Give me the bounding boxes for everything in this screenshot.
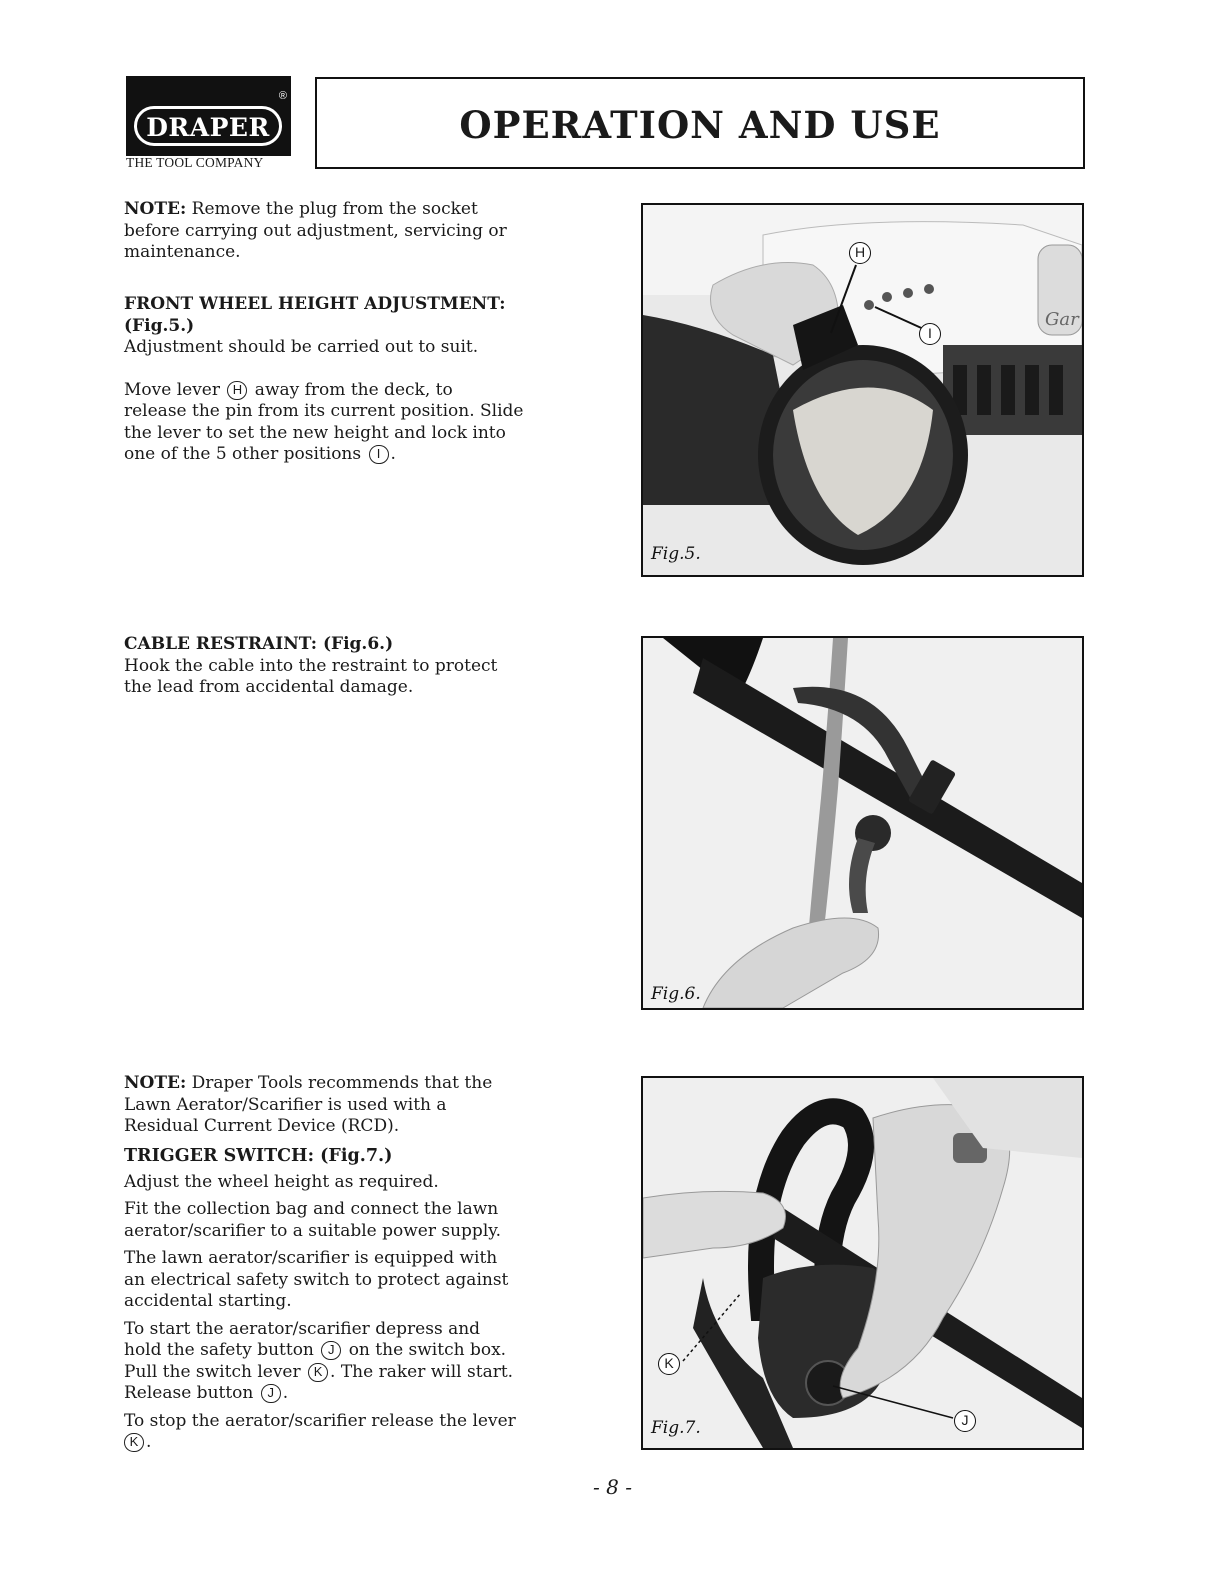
note-text: maintenance. — [124, 242, 241, 262]
logo-wordmark: DRAPER — [146, 113, 270, 142]
callout-j-ref: J — [321, 1341, 341, 1360]
note-text: Draper Tools recommends that the — [186, 1073, 493, 1093]
figure-5-photo — [641, 203, 1084, 577]
body-text: To stop the aerator/scarifier release the lever — [124, 1410, 516, 1431]
body-text: the lead from accidental damage. — [124, 677, 414, 697]
trigger-switch-illustration — [643, 1078, 1082, 1448]
body-text: away from the deck, to — [249, 379, 453, 400]
note-section — [124, 199, 594, 264]
note-text: before carrying out adjustment, servicing or — [124, 220, 507, 241]
body-text: Hook the cable into the restraint to protect — [124, 655, 498, 676]
body-text: . — [146, 1432, 152, 1452]
body-text: Fit the collection bag and connect the lawn — [124, 1199, 499, 1219]
note-label: NOTE: — [124, 199, 187, 219]
body-text: the lever to set the new height and lock into — [124, 422, 506, 443]
figure-6-photo — [641, 636, 1084, 1010]
body-text: Move lever — [124, 379, 226, 400]
body-text: one of the 5 other positions — [124, 444, 367, 464]
body-text: . — [390, 444, 396, 464]
cable-restraint-illustration — [643, 638, 1082, 1008]
figure-caption: Fig.6. — [651, 984, 701, 1004]
callout-h-ref: H — [227, 381, 247, 400]
cable-section — [124, 634, 594, 699]
page-title: OPERATION AND USE — [459, 103, 941, 147]
body-text: Adjustment should be carried out to suit. — [124, 337, 479, 357]
body-text: . — [282, 1383, 289, 1403]
figure-caption: Fig.5. — [651, 544, 701, 564]
front-wheel-section — [124, 294, 594, 466]
photo-brand-text: Gar — [1045, 309, 1079, 330]
logo-oval — [134, 106, 282, 146]
figure-caption: Fig.7. — [651, 1418, 701, 1438]
body-text: release the pin from its current position. Slide — [124, 401, 524, 421]
body-text: . The raker will start. — [330, 1361, 514, 1382]
callout-i-ref: I — [369, 445, 389, 464]
section-heading: FRONT WHEEL HEIGHT ADJUSTMENT: — [124, 294, 506, 314]
body-text: an electrical safety switch to protect against — [124, 1269, 509, 1290]
registered-mark: ® — [278, 90, 287, 102]
section-heading: TRIGGER SWITCH: (Fig.7.) — [124, 1146, 393, 1166]
callout-h: H — [849, 242, 871, 264]
logo-tagline: THE TOOL COMPANY — [126, 155, 264, 170]
body-text: Pull the switch lever — [124, 1361, 307, 1382]
callout-j-ref: J — [261, 1384, 281, 1403]
note-text: Lawn Aerator/Scarifier is used with a — [124, 1094, 447, 1115]
trigger-section — [124, 1146, 594, 1454]
body-text: The lawn aerator/scarifier is equipped with — [124, 1248, 498, 1268]
callout-k-ref: K — [308, 1363, 328, 1382]
note-section — [124, 1073, 594, 1138]
section-heading: CABLE RESTRAINT: (Fig.6.) — [124, 634, 394, 654]
callout-i: I — [919, 323, 941, 345]
draper-logo — [126, 76, 291, 156]
callout-k-ref: K — [124, 1433, 144, 1452]
note-label: NOTE: — [124, 1073, 187, 1093]
body-text: aerator/scarifier to a suitable power supply. — [124, 1220, 502, 1241]
page-number: - 8 - — [593, 1475, 632, 1499]
body-text: on the switch box. — [343, 1340, 507, 1360]
figure-7-photo — [641, 1076, 1084, 1450]
body-text: To start the aerator/scarifier depress and — [124, 1318, 481, 1339]
callout-k: K — [658, 1353, 680, 1375]
callout-j: J — [954, 1410, 976, 1432]
note-text: Remove the plug from the socket — [186, 199, 478, 219]
body-text: accidental starting. — [124, 1291, 292, 1311]
note-text: Residual Current Device (RCD). — [124, 1116, 400, 1136]
body-text: Adjust the wheel height as required. — [124, 1171, 439, 1192]
body-text: Release button — [124, 1383, 259, 1403]
body-text: hold the safety button — [124, 1340, 320, 1360]
figure-reference: (Fig.5.) — [124, 315, 195, 336]
title-box — [315, 77, 1085, 169]
